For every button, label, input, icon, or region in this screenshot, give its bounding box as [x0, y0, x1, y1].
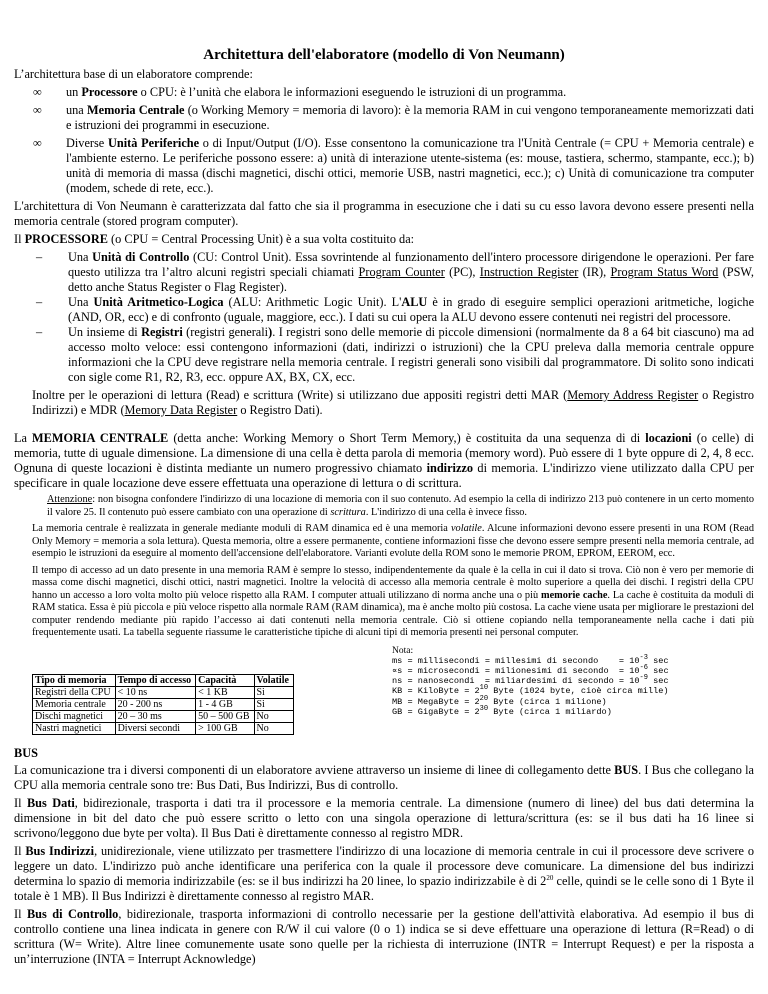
intro-text: L’architettura base di un elaboratore comprende:	[14, 67, 253, 81]
infinity-bullet-icon: ∞	[33, 103, 42, 117]
list-item-alu: – Una Unità Aritmetico-Logica (ALU: Arithmetic Logic Unit). L'ALU è in grado di eseguire semplici operazioni aritmetiche, logiche (AND, OR, ecc) e di confronto (uguale, maggiore, ecc.). I dati su cui opera la ALU devono essere contenuti nei registri del processore.	[36, 295, 755, 324]
attenzione-note: Attenzione: non bisogna confondere l'indirizzo di una locazione di memoria con il suo contenuto. Ad esempio la cella di indirizzo 213 può contenere in un certo momento il valore 25. Il contenuto può essere cambiato con una operazione di scrittura. L'indirizzo di una cella è invece fisso.	[47, 494, 754, 518]
table-row: Nastri magnetici Diversi secondi > 100 GB No	[33, 722, 294, 734]
memoria-centrale-paragraph: La MEMORIA CENTRALE (detta anche: Working Memory o Short Term Memory,) è costituita da una sequenza di di locazioni (o celle) di memoria, tutte di uguale dimensione. La dimensione di una cella è detta parola di memoria (memory word). Può essere di 1 byte oppure di 2, 4, 8 ecc. Ognuna di queste locazioni è distinta mediante un numero progressivo chiamato indirizzo di memoria. L'indirizzo viene utilizzato dalla CPU per specificare in quale locazione deve essere effettuata una operazione di lettura o di scrittura.	[14, 431, 754, 490]
list-item-control-unit: – Una Unità di Controllo (CU: Control Unit). Essa sovrintende al funzionamento dell'intero processore dirigendone le operazioni. Per fare questo utilizza tra l’altro alcuni registri speciali chiamati Program Counter (PC), Instruction Register (IR), Program Status Word (PSW, detto anche Status Register o Flag Register).	[36, 250, 754, 294]
memory-summary	[14, 644, 754, 740]
accesso-paragraph: Il tempo di accesso ad un dato presente in una memoria RAM è sempre lo stesso, indipendentemente da quale è la cella in cui il dato si trova. Ciò non è vero per memorie di massa come dischi magnetici, dischi ottici, nastri magnetici. Inoltre la velocità di accesso alla memoria centrale è molto superiore a quella dei dischi. I registri della CPU hanno un accesso a loro volta molto più veloce rispetto alla RAM. I computer attuali utilizzano di norma anche una o più memorie cache. La cache è costituita da moduli di RAM statica. Essa è più piccola e più veloce rispetto alla normale RAM (RAM dinamica), ma è anche molto più costosa. La cache viene usata per migliorare le prestazioni del computer rendendo mediante più rapido l’accesso ai dati contenuti nella memoria centrale. Ciò si ottiene copiando nella temporaneamente nella cache i dati più frequentemente usati. La tabella seguente riassume le caratteristiche tipiche di alcuni tipi di memoria presenti nei personal computer.	[32, 564, 754, 638]
list-item-registers: – Un insieme di Registri (registri generali). I registri sono delle memorie di piccole dimensioni (normalmente da 8 a 64 bit ciascuno) ma ad accesso molto veloce: essi contengono informazioni (dati, indirizzi o istruzioni) che la CPU preleva dalla memoria centrale oppure informazioni che la CPU deve registrare nella memoria centrale. I registri generali sono visibili dal programmatore. Di solito sono indicati con sigle come R1, R2, R3, ecc. oppure AX, BX, CX, ecc.	[36, 325, 754, 384]
bus-indirizzi-paragraph: Il Bus Indirizzi, unidirezionale, viene utilizzato per trasmettere l'indirizzo di una locazione di memoria centrale in cui il processore deve scrivere o leggere un dato. L'indirizzo può anche identificare una periferica con la quale il processore deve comunicare. La dimensione del bus indirizzi determina lo spazio di memoria indirizzabile (es: se il bus indirizzi ha 20 linee, lo spazio indirizzabile è di $2^{20}$ celle, quindi se le celle sono di 1 Byte il totale è 1 MB). Il Bus Indirizzi è direttamente connesso al registro MAR.	[14, 843, 754, 903]
document-page	[14, 0, 754, 967]
table-row: Memoria centrale 20 - 200 ns 1 - 4 GB Si	[33, 698, 294, 710]
bus-intro-paragraph: La comunicazione tra i diversi componenti di un elaboratore avviene attraverso un insieme di linee di collegamento dette BUS. I Bus che collegano la CPU alla memoria centrale sono tre: Bus Dati, Bus Indirizzi, Bus di controllo.	[14, 762, 755, 792]
infinity-bullet-icon: ∞	[33, 136, 42, 150]
dash-bullet-icon: –	[36, 325, 43, 339]
table-header-row: Tipo di memoria Tempo di accesso Capacità Volatile	[33, 674, 294, 686]
page-title: Architettura dell'elaboratore (modello di Von Neumann)	[203, 47, 565, 63]
list-item: ∞ una Memoria Centrale (o Working Memory = memoria di lavoro): è la memoria RAM in cui vengono temporaneamente memorizzati dati e istruzioni dei programmi in esecuzione.	[33, 103, 754, 132]
ram-paragraph: La memoria centrale è realizzata in generale mediante moduli di RAM dinamica ed è una memoria volatile. Alcune informazioni devono essere presenti in una ROM (Read Only Memory = memoria a sola lettura). Questa memoria, oltre a essere permanente, contiene informazioni fisse che devono essere sempre presenti nella memoria centrale, ad esempio le istruzioni da eseguire al momento dell'accensione dell'elaboratore. Varianti evolute della ROM sono le memorie PROM, EPROM, EEROM, ecc.	[32, 523, 755, 559]
mar-mdr-paragraph: Inoltre per le operazioni di lettura (Read) e scrittura (Write) si utilizzano due appositi registri detti MAR (Memory Address Register o Registro Indirizzi) e MDR (Memory Data Register o Registro Dati).	[32, 388, 754, 417]
cpu-parts-list	[14, 250, 754, 385]
bus-heading: BUS	[14, 745, 38, 760]
infinity-bullet-icon: ∞	[33, 85, 42, 99]
list-item: ∞ Diverse Unità Periferiche o di Input/Output (I/O). Esse consentono la comunicazione tra l'Unità Centrale (= CPU + Memoria centrale) e l'ambiente esterno. Le periferiche possono essere: a) unità di interazione utente-sistema (es: mouse, tastiera, schermo, stampante, ecc.); b) unità di memoria di massa (dischi magnetici, dischi ottici, memorie USB, nastri magnetici, ecc.); c) Unità di comunicazione tra computer (modem, schede di rete, ecc.).	[33, 136, 754, 195]
processore-paragraph: Il PROCESSORE (o CPU = Central Processing Unit) è a sua volta costituito da:	[14, 232, 415, 246]
bus-dati-paragraph: Il Bus Dati, bidirezionale, trasporta i dati tra il processore e la memoria centrale. La dimensione (numero di linee) del bus dati determina la dimensione in bit del dato che può essere scritto o letto con una singola operazione di lettura/scrittura (es: se il bus dati ha 16 linee si scrivono/leggono due byte per volta). Il Bus Dati è direttamente connesso al registro MDR.	[14, 795, 754, 840]
units-note: Nota: ms = millisecondi = millesimi di secondo = $10^{-3}$ sec ∝s = microsecondi = milionesimi di secondo = $10^{-6}$ sec ns = nanosecondi = miliardesimi di secondo = $10^{-9}$ sec KB = KiloByte = $2^{10}$ Byte (1024 byte, cioè circa mille) MB = MegaByte = $2^{20}$ Byte (circa 1 milione) GB = GigaByte = $2^{30}$ Byte (circa 1 miliardo)	[392, 645, 669, 717]
component-list	[14, 85, 754, 196]
dash-bullet-icon: –	[36, 295, 43, 309]
von-neumann-paragraph: L'architettura di Von Neumann è caratterizzata dal fatto che sia il programma in esecuzione che i dati su cu esso lavora devono essere presenti nella memoria centrale (stored program computer).	[14, 199, 754, 228]
list-item: ∞ un Processore o CPU: è l’unità che elabora le informazioni eseguendo le istruzioni di un programma.	[33, 85, 567, 99]
bus-controllo-paragraph: Il Bus di Controllo, bidirezionale, trasporta informazioni di controllo necessarie per la gestione dell'attività elaborativa. Ad esempio il bus di controllo contiene una linea indicata in genere con R/W il cui valore (0 o 1) indica se si deve effettuare una operazione di lettura (R=Read) o di scrittura (W= Write). Altre linee comunemente usate sono quelle per la richiesta di interruzione (INTR = Interrupt Request) e per la risposta a un’interruzione (INTA = Interrupt Acknowledge)	[14, 906, 754, 966]
memory-table	[32, 674, 294, 735]
table-row: Dischi magnetici 20 – 30 ms 50 – 500 GB No	[33, 710, 294, 722]
dash-bullet-icon: –	[36, 250, 43, 264]
table-row: Registri della CPU < 10 ns < 1 KB Si	[33, 686, 294, 698]
